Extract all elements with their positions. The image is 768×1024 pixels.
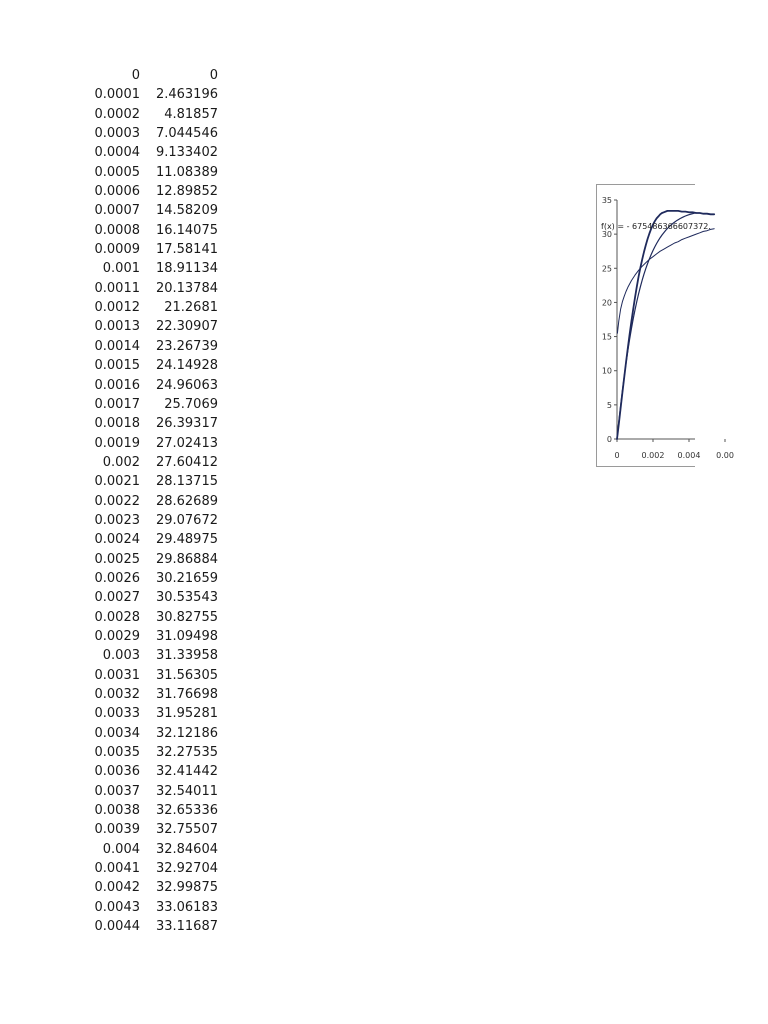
x-value-cell: 0.0018 — [94, 416, 140, 432]
table-row — [60, 859, 218, 878]
table-row — [60, 395, 218, 414]
table-row — [60, 376, 218, 395]
y-value-cell: 30.53543 — [155, 590, 218, 606]
x-value-cell: 0.001 — [102, 261, 140, 277]
y-value-cell: 33.06183 — [155, 899, 218, 915]
table-row — [60, 66, 218, 85]
y-tick-label: 15 — [601, 332, 612, 342]
y-value-cell: 17.58141 — [155, 242, 218, 258]
x-value-cell: 0.0016 — [94, 377, 140, 393]
table-row — [60, 782, 218, 801]
table-row — [60, 898, 218, 917]
table-row — [60, 414, 218, 433]
x-value-cell: 0.0026 — [94, 570, 140, 586]
table-row — [60, 530, 218, 549]
table-row — [60, 472, 218, 491]
data-table — [60, 66, 218, 936]
x-value-cell: 0.0017 — [94, 396, 140, 412]
table-row — [60, 221, 218, 240]
y-value-cell: 32.41442 — [155, 764, 218, 780]
x-value-cell: 0.0034 — [94, 725, 140, 741]
x-value-cell: 0.0004 — [94, 145, 140, 161]
x-tick-label: 0 — [614, 451, 620, 460]
x-value-cell: 0.0012 — [94, 300, 140, 316]
series-line-1 — [617, 213, 696, 439]
table-row — [60, 724, 218, 743]
y-value-cell: 29.48975 — [155, 532, 218, 548]
x-value-cell: 0.0031 — [94, 667, 140, 683]
table-row — [60, 917, 218, 936]
y-value-cell: 7.044546 — [155, 126, 218, 142]
table-row — [60, 666, 218, 685]
table-row — [60, 627, 218, 646]
y-value-cell: 28.62689 — [155, 493, 218, 509]
y-value-cell: 23.26739 — [155, 338, 218, 354]
y-value-cell: 25.7069 — [164, 396, 218, 412]
y-value-cell: 31.76698 — [155, 687, 218, 702]
table-row — [60, 434, 218, 453]
table-row — [60, 588, 218, 607]
y-tick-label: 0 — [606, 435, 612, 444]
y-value-cell: 28.13715 — [155, 474, 218, 490]
y-value-cell: 29.07672 — [155, 512, 218, 528]
table-row — [60, 453, 218, 472]
y-tick-label: 30 — [601, 230, 612, 240]
table-row — [60, 317, 218, 336]
x-value-cell: 0.0008 — [94, 222, 140, 238]
y-value-cell: 0 — [209, 68, 218, 83]
y-value-cell: 32.75507 — [155, 822, 218, 838]
x-value-cell: 0.0023 — [94, 512, 140, 528]
x-value-cell: 0.0028 — [94, 609, 140, 625]
x-value-cell: 0.004 — [102, 841, 140, 857]
table-row — [60, 492, 218, 511]
table-row — [60, 685, 218, 704]
y-value-cell: 20.13784 — [155, 280, 218, 296]
table-row — [60, 820, 218, 839]
y-value-cell: 32.92704 — [155, 861, 218, 877]
table-row — [60, 105, 218, 124]
y-value-cell: 4.81857 — [164, 106, 218, 122]
y-value-cell: 29.86884 — [155, 551, 218, 567]
table-row — [60, 762, 218, 781]
trendline-equation: f(x) = - 675486366607372. — [601, 222, 711, 231]
y-value-cell: 11.08389 — [155, 164, 218, 180]
y-value-cell: 2.463196 — [155, 87, 218, 103]
x-value-cell: 0.0021 — [94, 474, 140, 490]
y-value-cell: 24.14928 — [155, 358, 218, 374]
x-value-cell: 0.0002 — [94, 106, 140, 122]
table-row — [60, 878, 218, 897]
table-row — [60, 298, 218, 317]
y-value-cell: 32.84604 — [155, 841, 218, 857]
y-value-cell: 32.54011 — [155, 783, 218, 799]
table-row — [60, 337, 218, 356]
x-tick-label: 0.00 — [716, 451, 734, 460]
x-value-cell: 0.0005 — [94, 164, 140, 180]
y-value-cell: 32.27535 — [155, 745, 218, 761]
y-value-cell: 27.02413 — [155, 435, 218, 451]
x-value-cell: 0.0001 — [94, 87, 140, 103]
x-value-cell: 0.0015 — [94, 358, 140, 374]
x-value-cell: 0.0025 — [94, 551, 140, 567]
x-value-cell: 0.003 — [102, 648, 140, 664]
y-value-cell: 12.89852 — [155, 184, 218, 200]
table-row — [60, 511, 218, 530]
table-row — [60, 259, 218, 278]
table-row — [60, 646, 218, 665]
x-value-cell: 0.0038 — [94, 803, 140, 819]
x-value-cell: 0.0014 — [94, 338, 140, 354]
x-value-cell: 0.0006 — [94, 184, 140, 200]
y-tick-label: 20 — [601, 298, 612, 308]
y-value-cell: 26.39317 — [155, 416, 218, 432]
x-value-cell: 0.0042 — [94, 880, 140, 896]
x-value-cell: 0.0043 — [94, 899, 140, 915]
y-value-cell: 31.33958 — [155, 648, 218, 664]
chart-frame — [596, 184, 734, 467]
trend-chart — [597, 185, 734, 466]
x-value-cell: 0.0033 — [94, 706, 140, 722]
y-tick-label: 25 — [601, 264, 612, 274]
y-value-cell: 32.12186 — [155, 725, 218, 741]
x-value-cell: 0.002 — [102, 454, 140, 470]
table-row — [60, 85, 218, 104]
x-value-cell: 0.0032 — [94, 687, 140, 702]
x-value-cell: 0.0041 — [94, 861, 140, 877]
y-value-cell: 30.21659 — [155, 570, 218, 586]
x-value-cell: 0 — [131, 68, 140, 83]
y-value-cell: 33.11687 — [155, 919, 218, 935]
y-tick-label: 35 — [601, 196, 612, 205]
table-row — [60, 124, 218, 143]
x-value-cell: 0.0009 — [94, 242, 140, 258]
y-value-cell: 18.91134 — [155, 261, 218, 277]
x-value-cell: 0.0029 — [94, 628, 140, 644]
y-value-cell: 24.96063 — [155, 377, 218, 393]
table-row — [60, 550, 218, 569]
x-value-cell: 0.0019 — [94, 435, 140, 451]
table-row — [60, 743, 218, 762]
x-value-cell: 0.0011 — [94, 280, 140, 296]
y-value-cell: 16.14075 — [155, 222, 218, 238]
y-tick-label: 10 — [601, 366, 612, 376]
table-row — [60, 704, 218, 723]
table-row — [60, 143, 218, 162]
x-value-cell: 0.0039 — [94, 822, 140, 838]
x-value-cell: 0.0036 — [94, 764, 140, 780]
x-value-cell: 0.0037 — [94, 783, 140, 799]
x-value-cell: 0.0013 — [94, 319, 140, 335]
table-row — [60, 569, 218, 588]
y-tick-label: 5 — [606, 400, 612, 410]
table-row — [60, 801, 218, 820]
y-value-cell: 9.133402 — [155, 145, 218, 161]
x-value-cell: 0.0022 — [94, 493, 140, 509]
table-row — [60, 240, 218, 259]
table-body — [60, 66, 218, 936]
table-row — [60, 279, 218, 298]
y-value-cell: 22.30907 — [155, 319, 218, 335]
x-value-cell: 0.0035 — [94, 745, 140, 761]
x-value-cell: 0.0044 — [94, 919, 140, 935]
table-row — [60, 356, 218, 375]
y-value-cell: 32.99875 — [155, 880, 218, 896]
table-row — [60, 182, 218, 201]
x-value-cell: 0.0003 — [94, 126, 140, 142]
table-row — [60, 608, 218, 627]
y-value-cell: 31.09498 — [155, 628, 218, 644]
y-value-cell: 27.60412 — [155, 454, 218, 470]
x-value-cell: 0.0007 — [94, 203, 140, 219]
y-value-cell: 14.58209 — [155, 203, 218, 219]
series-line-3 — [617, 211, 714, 439]
x-value-cell: 0.0024 — [94, 532, 140, 548]
y-value-cell: 31.95281 — [155, 706, 218, 722]
table-row — [60, 201, 218, 220]
y-value-cell: 32.65336 — [155, 803, 218, 819]
y-value-cell: 21.2681 — [164, 300, 218, 316]
y-value-cell: 31.56305 — [155, 667, 218, 683]
x-value-cell: 0.0027 — [94, 590, 140, 606]
y-value-cell: 30.82755 — [155, 609, 218, 625]
table-row — [60, 163, 218, 182]
x-tick-label: 0.004 — [677, 451, 701, 460]
table-row — [60, 840, 218, 859]
x-tick-label: 0.002 — [641, 451, 665, 460]
